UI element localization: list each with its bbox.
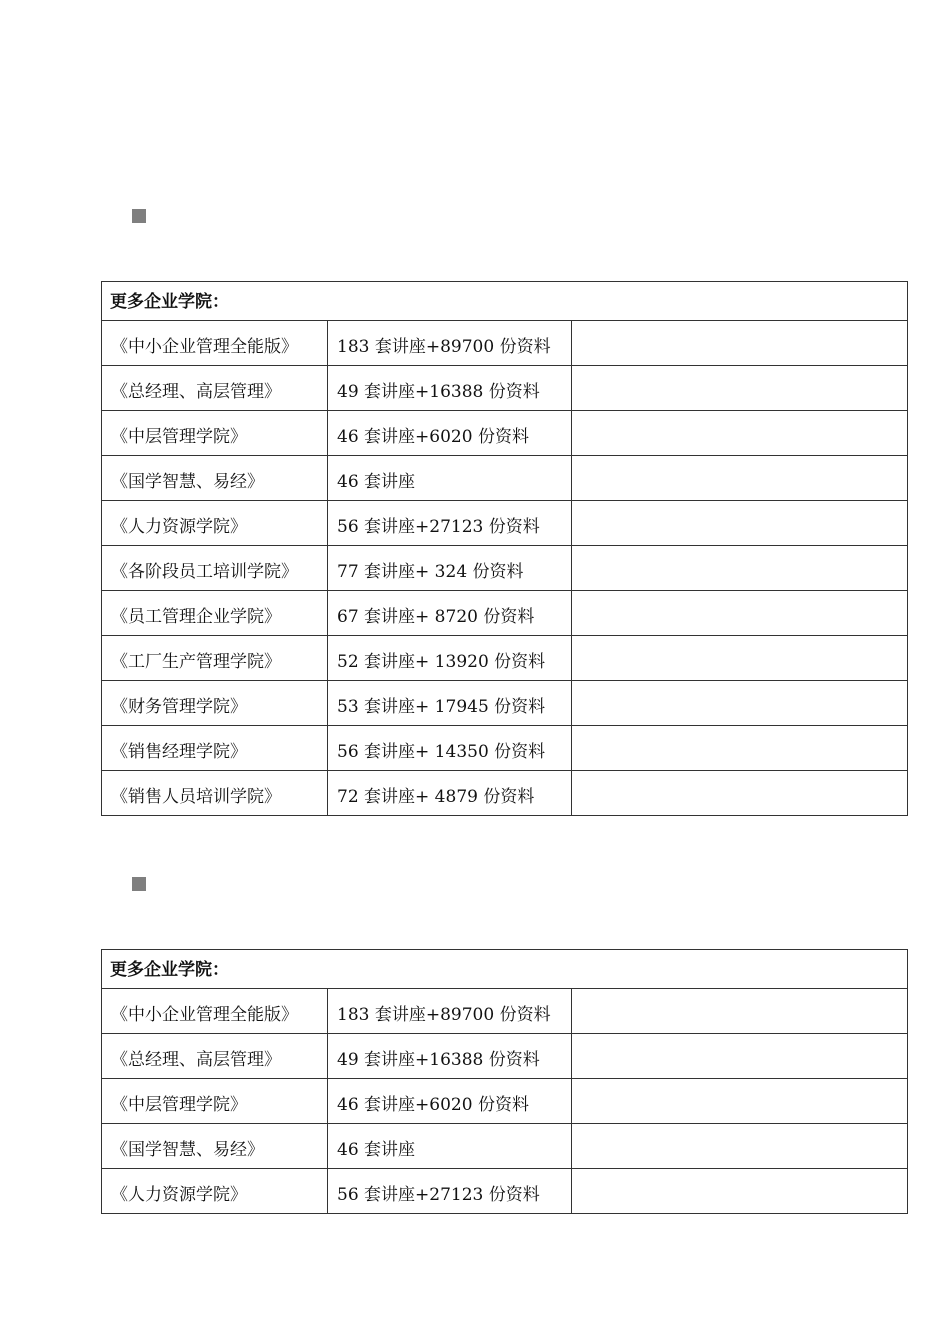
table-row — [102, 321, 908, 366]
course-name: 《员工管理企业学院》 — [102, 591, 328, 636]
course-name: 《财务管理学院》 — [102, 681, 328, 726]
course-extra — [572, 1034, 908, 1079]
bullet-square-icon — [132, 209, 146, 223]
table-row — [102, 636, 908, 681]
table-row — [102, 989, 908, 1034]
course-extra — [572, 321, 908, 366]
course-detail: 56 套讲座+27123 份资料 — [328, 1169, 572, 1214]
course-name: 《国学智慧、易经》 — [102, 1124, 328, 1169]
table-header: 更多企业学院： — [102, 950, 908, 989]
course-detail: 46 套讲座+6020 份资料 — [328, 1079, 572, 1124]
course-detail: 183 套讲座+89700 份资料 — [328, 321, 572, 366]
course-extra — [572, 1169, 908, 1214]
course-extra — [572, 411, 908, 456]
course-name: 《总经理、高层管理》 — [102, 366, 328, 411]
table-row — [102, 546, 908, 591]
table-row — [102, 366, 908, 411]
course-detail: 77 套讲座+ 324 份资料 — [328, 546, 572, 591]
course-detail: 46 套讲座 — [328, 1124, 572, 1169]
course-detail: 67 套讲座+ 8720 份资料 — [328, 591, 572, 636]
course-extra — [572, 726, 908, 771]
course-extra — [572, 456, 908, 501]
table-row — [102, 411, 908, 456]
table-row — [102, 726, 908, 771]
course-extra — [572, 1124, 908, 1169]
table-row — [102, 1079, 908, 1124]
course-name: 《销售人员培训学院》 — [102, 771, 328, 816]
academy-table — [101, 949, 908, 1214]
course-extra — [572, 366, 908, 411]
course-name: 《销售经理学院》 — [102, 726, 328, 771]
table-header: 更多企业学院： — [102, 282, 908, 321]
course-extra — [572, 501, 908, 546]
table-row — [102, 771, 908, 816]
course-extra — [572, 681, 908, 726]
course-detail: 52 套讲座+ 13920 份资料 — [328, 636, 572, 681]
course-name: 《工厂生产管理学院》 — [102, 636, 328, 681]
bullet-square-icon — [132, 877, 146, 891]
table-row — [102, 591, 908, 636]
course-detail: 53 套讲座+ 17945 份资料 — [328, 681, 572, 726]
course-name: 《中小企业管理全能版》 — [102, 321, 328, 366]
table-row — [102, 501, 908, 546]
course-name: 《中小企业管理全能版》 — [102, 989, 328, 1034]
course-detail: 46 套讲座 — [328, 456, 572, 501]
course-name: 《人力资源学院》 — [102, 501, 328, 546]
course-detail: 183 套讲座+89700 份资料 — [328, 989, 572, 1034]
course-detail: 72 套讲座+ 4879 份资料 — [328, 771, 572, 816]
course-extra — [572, 546, 908, 591]
course-extra — [572, 636, 908, 681]
course-name: 《各阶段员工培训学院》 — [102, 546, 328, 591]
course-detail: 49 套讲座+16388 份资料 — [328, 1034, 572, 1079]
table-row — [102, 681, 908, 726]
course-extra — [572, 1079, 908, 1124]
course-name: 《人力资源学院》 — [102, 1169, 328, 1214]
table-row — [102, 1034, 908, 1079]
course-name: 《总经理、高层管理》 — [102, 1034, 328, 1079]
course-extra — [572, 591, 908, 636]
course-detail: 46 套讲座+6020 份资料 — [328, 411, 572, 456]
course-name: 《中层管理学院》 — [102, 1079, 328, 1124]
table-header-row — [102, 950, 908, 989]
course-detail: 56 套讲座+ 14350 份资料 — [328, 726, 572, 771]
table-header-row — [102, 282, 908, 321]
course-name: 《国学智慧、易经》 — [102, 456, 328, 501]
course-name: 《中层管理学院》 — [102, 411, 328, 456]
course-extra — [572, 989, 908, 1034]
table-row — [102, 1124, 908, 1169]
table-row — [102, 1169, 908, 1214]
course-detail: 56 套讲座+27123 份资料 — [328, 501, 572, 546]
course-extra — [572, 771, 908, 816]
table-row — [102, 456, 908, 501]
academy-table — [101, 281, 908, 816]
course-detail: 49 套讲座+16388 份资料 — [328, 366, 572, 411]
